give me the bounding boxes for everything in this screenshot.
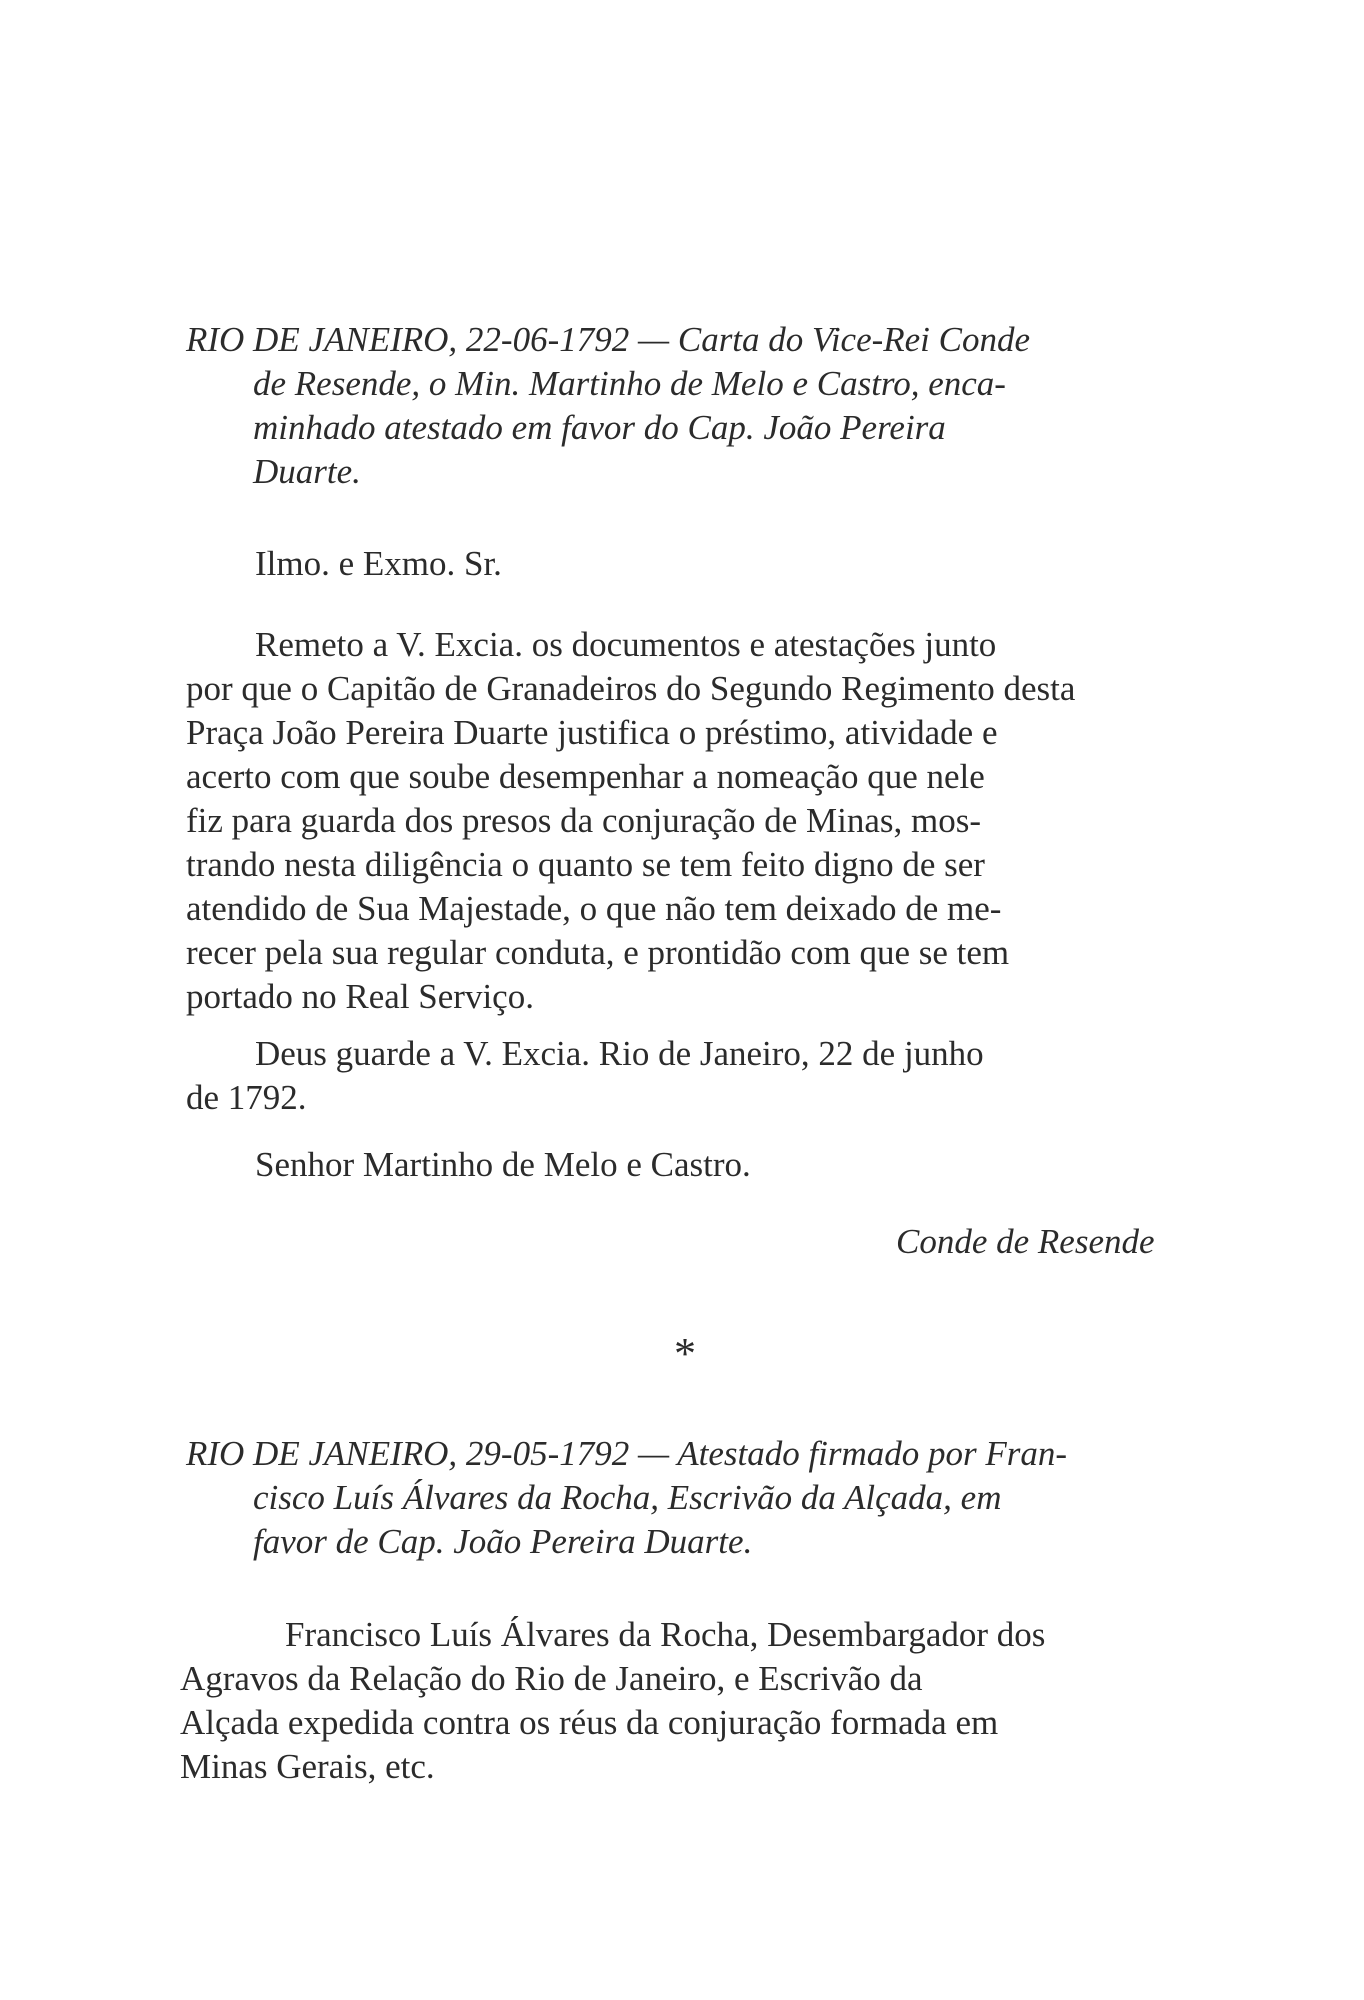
doc1-closing-line: Deus guarde a V. Excia. Rio de Janeiro, 22 de junho (255, 1034, 984, 1073)
doc2-body-line: Francisco Luís Álvares da Rocha, Desembargador dos (285, 1615, 1046, 1654)
doc2-body-line: Minas Gerais, etc. (180, 1747, 435, 1786)
doc1-body-line: acerto com que soube desempenhar a nomeação que nele (186, 757, 985, 796)
doc1-salutation: Ilmo. e Exmo. Sr. (255, 544, 502, 583)
doc1-heading-line: Duarte. (253, 452, 361, 491)
doc1-heading (186, 318, 1226, 494)
doc2-body-line: Agravos da Relação do Rio de Janeiro, e Escrivão da (180, 1659, 923, 1698)
doc1-heading-line: minhado atestado em favor do Cap. João Pereira (253, 408, 946, 447)
doc1-signature: Conde de Resende (896, 1222, 1155, 1261)
doc1-body-line: Praça João Pereira Duarte justifica o préstimo, atividade e (186, 713, 998, 752)
doc1-body-line: recer pela sua regular conduta, e prontidão com que se tem (186, 933, 1010, 972)
doc1-body-line: Remeto a V. Excia. os documentos e atestações junto (255, 625, 997, 664)
doc1-addressee: Senhor Martinho de Melo e Castro. (255, 1145, 751, 1184)
section-separator-asterisk: * (674, 1329, 696, 1378)
doc1-body-line: atendido de Sua Majestade, o que não tem deixado de me- (186, 889, 1002, 928)
doc2-heading-line: favor de Cap. João Pereira Duarte. (253, 1522, 753, 1561)
doc1-body-line: fiz para guarda dos presos da conjuração de Minas, mos- (186, 801, 982, 840)
doc1-body-line: portado no Real Serviço. (186, 977, 534, 1016)
doc1-body (186, 623, 1226, 1019)
doc1-heading-line: RIO DE JANEIRO, 22-06-1792 — Carta do Vice-Rei Conde (186, 320, 1031, 359)
doc1-body-line: por que o Capitão de Granadeiros do Segundo Regimento desta (186, 669, 1076, 708)
doc2-body-line: Alçada expedida contra os réus da conjuração formada em (180, 1703, 999, 1742)
doc1-closing-line: de 1792. (186, 1078, 307, 1117)
doc2-heading (186, 1432, 1226, 1564)
doc1-closing (186, 1032, 1226, 1120)
doc2-heading-line: RIO DE JANEIRO, 29-05-1792 — Atestado firmado por Fran- (186, 1434, 1068, 1473)
doc2-body (180, 1613, 1220, 1789)
doc2-heading-line: cisco Luís Álvares da Rocha, Escrivão da Alçada, em (253, 1478, 1002, 1517)
doc1-heading-line: de Resende, o Min. Martinho de Melo e Castro, enca- (253, 364, 1006, 403)
doc1-body-line: trando nesta diligência o quanto se tem feito digno de ser (186, 845, 985, 884)
